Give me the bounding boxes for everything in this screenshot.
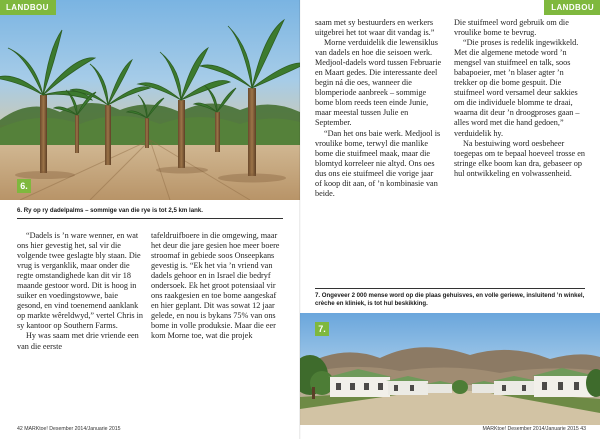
- page-footer: 42 MARKtoe! Desember 2014/Januarie 2015: [17, 426, 121, 432]
- article-column: [454, 18, 587, 179]
- photo-caption: 7. Ongeveer 2 000 mense word op die plaas gehuisves, en volle geriewe, insluitend ’n winkel, crèche en kliniek, is tot hul beskikking.: [315, 288, 585, 308]
- paragraph: Hy was saam met drie vriende een van die eerste: [17, 331, 139, 351]
- paragraph: tafeldruifboere in die omgewing, maar het deur die jare gesien hoe meer boere stroomaf in gebiede soos Onseepkans gevestig is. “Ek het via ’n vriend van dadels gehoor en in Israel die bedryf ondersoek. Ek het groot potensiaal vir ons raakgesien en toe bome aangeskaf en hier geplant. Dit was sowat 12 jaar gelede, en nou is bykans 75% van ons bome in volle produksie. Maar die eer kom Morne toe, wat die projek: [151, 231, 280, 341]
- page-footer: MARKtoe! Desember 2014/Januarie 2015 43: [482, 426, 586, 432]
- photo-number-badge: 7.: [315, 322, 329, 336]
- paragraph: “Die proses is redelik ingewikkeld. Met die algemene metode word ’n mengsel van stuifmeel en talk, soos babapoeier, met ’n blaser agter ’n trekker op die bome gespuit. Die stuifmeel word versamel deur sakkies om die individuele blomme te draai, waarna dit deur ’n droogproses gaan – alles word met die hand gedoen,” verduidelik hy.: [454, 38, 580, 138]
- section-label: LANDBOU: [0, 0, 56, 15]
- photo-caption: 6. Ry op ry dadelpalms – sommige van die rye is tot 2,5 km lank.: [17, 207, 283, 219]
- article-column: [315, 18, 442, 199]
- photo-number-badge: 6.: [17, 179, 31, 193]
- paragraph: “Dadels is ’n ware wenner, en wat ons hier gevestig het, sal vir die volgende twee geslagte bly staan. Die vrug is verganklik, maar onder die regte omstandighede kan dit vir 18 maande gestoor word. Dit is hoog in suiker en voedingstowwe, baie gesond, en vind toenemend aanklank op markte wêreldwyd,” vertel Chris in sy kantoor op Southern Farms.: [17, 231, 143, 331]
- paragraph: Die stuifmeel word gebruik om die vroulike bome te bevrug.: [454, 18, 569, 38]
- paragraph: “Dan het ons baie werk. Medjool is vroulike bome, terwyl die manlike bome die stuifmeel maak, maar die blomtyd korreleer nie altyd. Ons oes dus ons eie stuifmeel die vorige jaar of koop dit aan, of ’n kombinasie van beide.: [315, 128, 441, 198]
- date-palm-plantation-photo: [0, 0, 300, 200]
- page-gutter: [299, 0, 301, 439]
- article-column: [17, 231, 144, 352]
- date-palm-illustration: [0, 0, 300, 200]
- right-page: [300, 0, 600, 439]
- farm-village-photo: [300, 313, 600, 425]
- farm-village-illustration: [300, 313, 600, 425]
- paragraph: saam met sy bestuurders en werkers uitgebrei het tot waar dit vandag is.”: [315, 18, 435, 38]
- paragraph: Morne verduidelik die lewensiklus van dadels en hoe die seisoen werk. Medjool-dadels word tussen Februarie en Maart gedes. Die interessante deel begin ná die oes, wanneer die blomperiode aanbreek – sommige bome blom reeds teen einde Junie, maar meestal tussen Julie en September.: [315, 38, 442, 128]
- section-label: LANDBOU: [544, 0, 600, 15]
- paragraph: Na bestuiwing word oesbeheer toegepas om te bepaal hoeveel trosse en stringe elke boom kan dra, gebaseer op hul ontwikkeling en volwassenheid.: [454, 138, 585, 178]
- article-column: [151, 231, 284, 342]
